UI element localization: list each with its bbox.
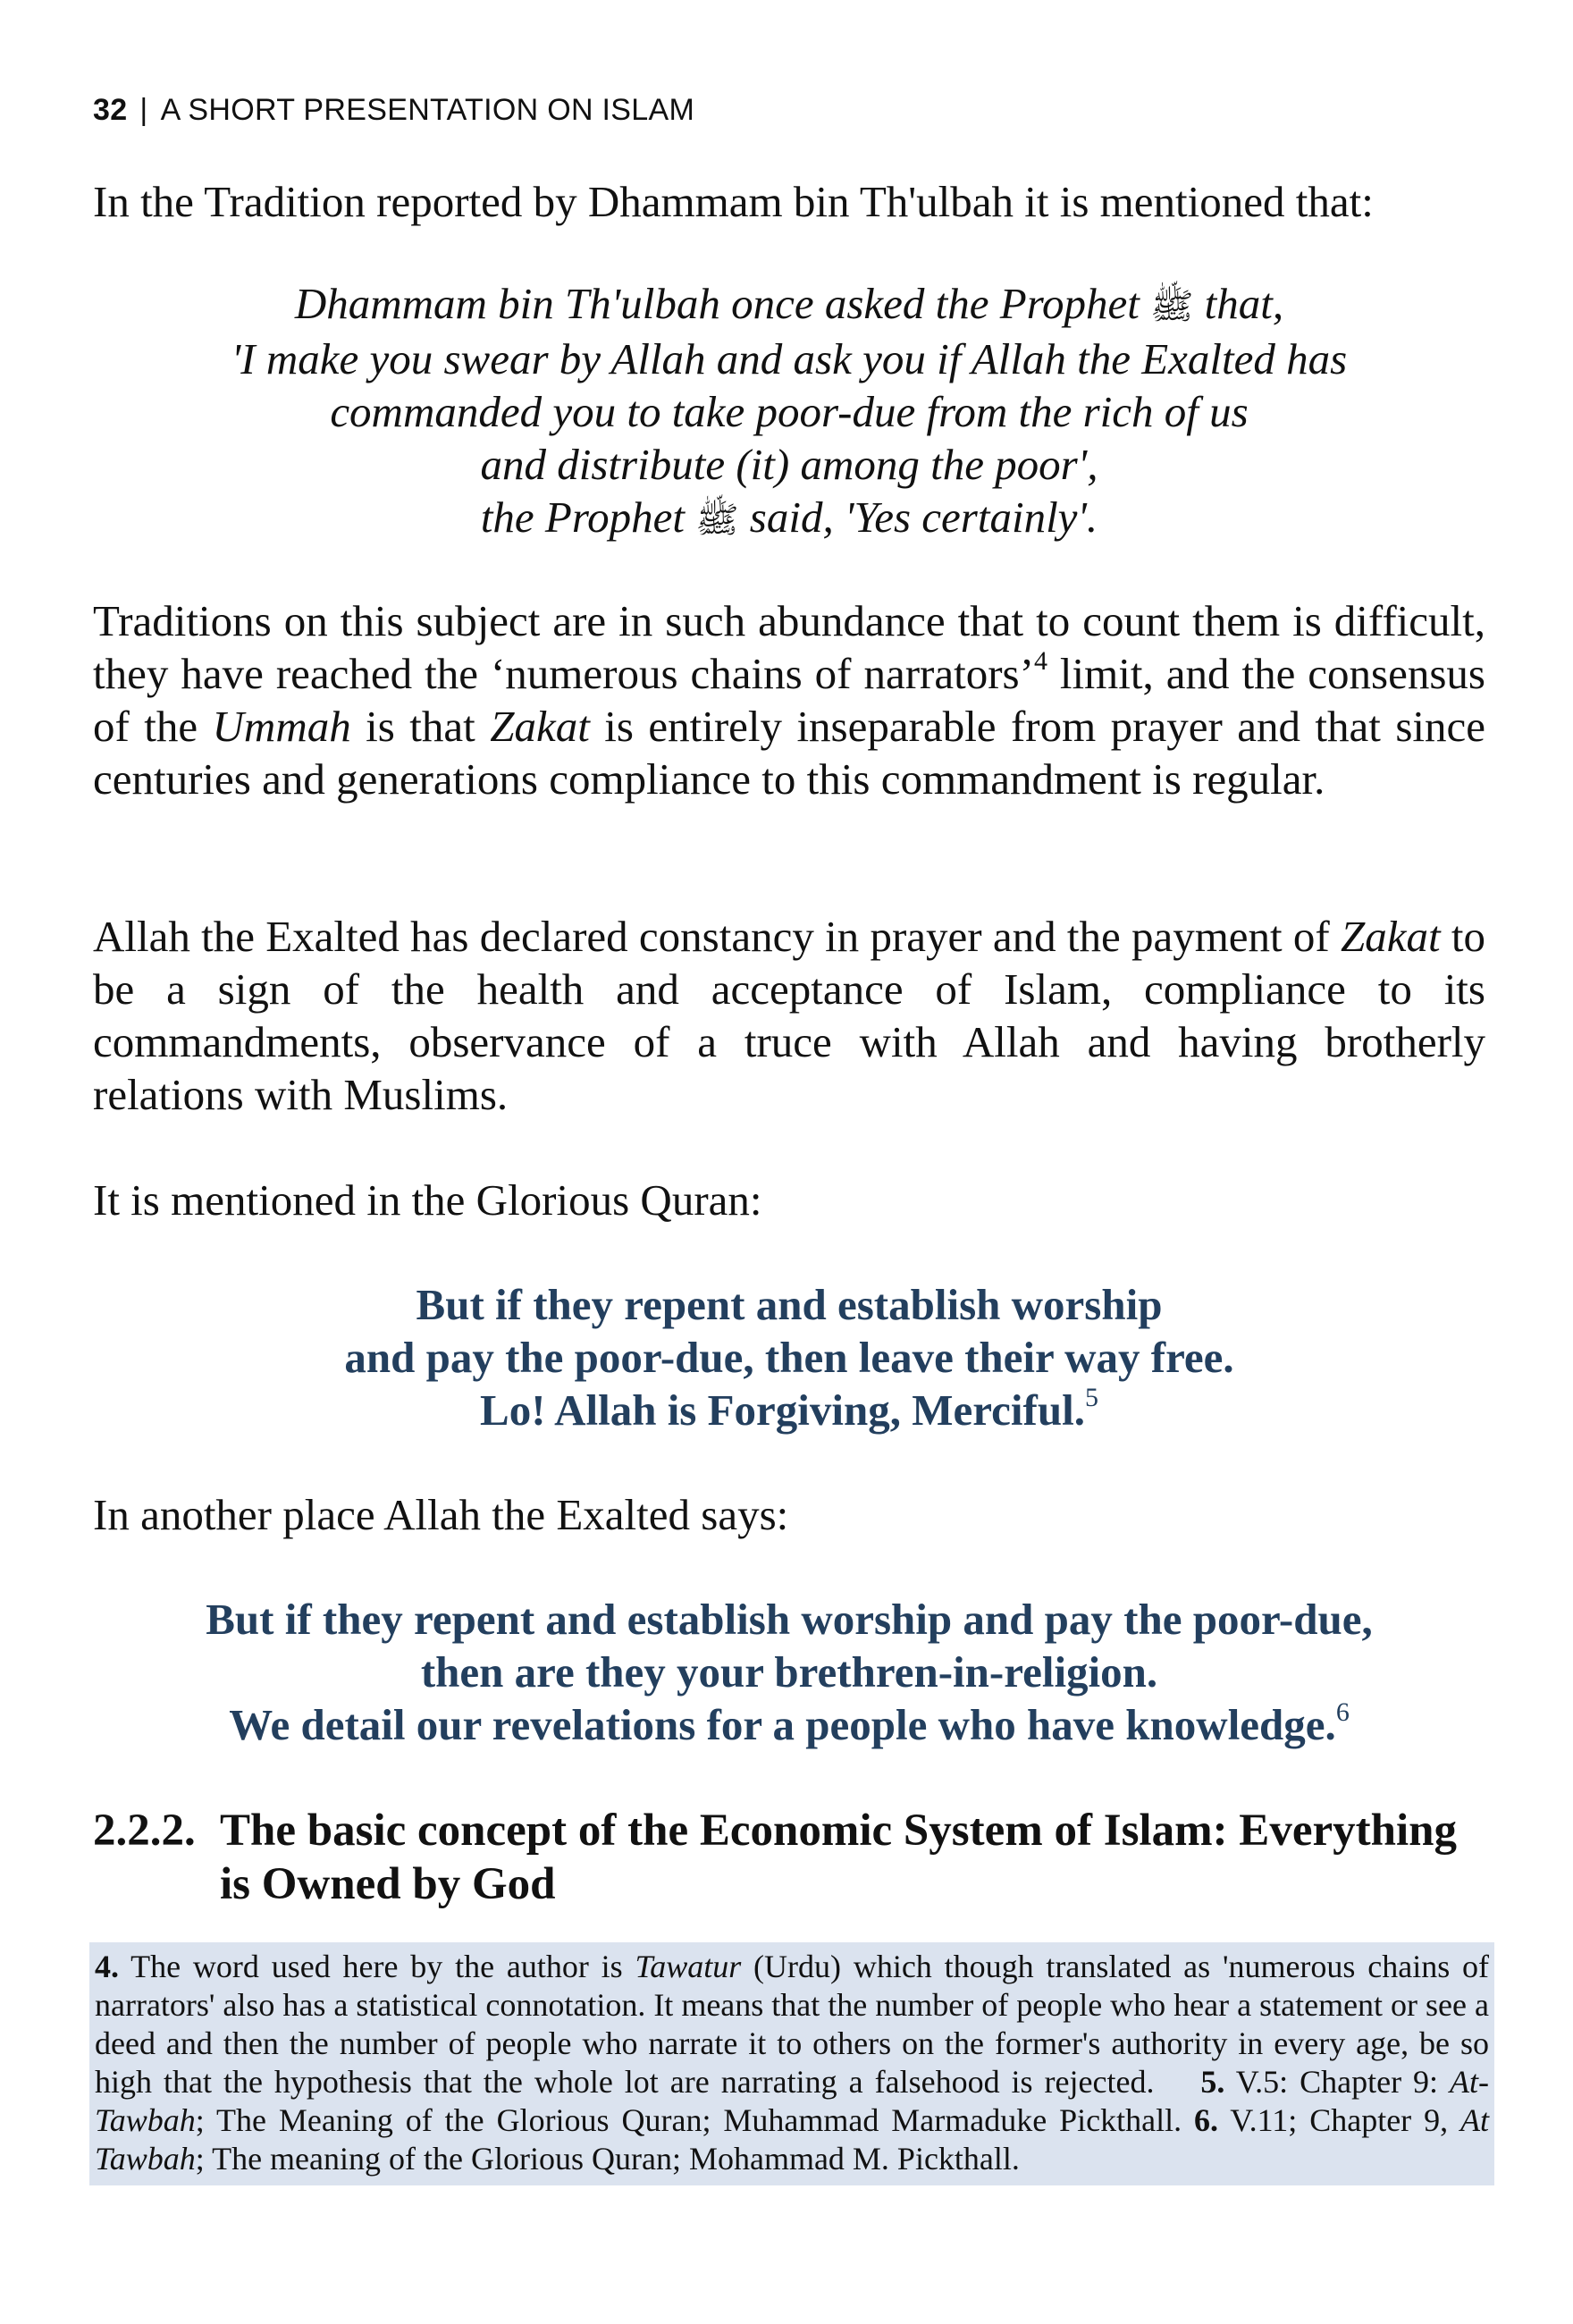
para1-text-b: limit, and the consensus of the [93,649,1486,751]
footnote-6-number: 6. [1194,2102,1218,2138]
footnote-4-text-b: (Urdu) which though translated as 'numerous chains of narrators' also has a statistical connotation. It means that the number of people who hear a statement or see a deed and then the number of people who narrate it to others on the former's authority in every age, be so high that the hypothesis that the whole lot are narrating a falsehood is rejected. [95,1949,1489,2100]
verse2-line-2: then are they your brethren-in-religion. [420,1647,1158,1697]
footnote-6-text-a: V.11; Chapter 9, [1218,2102,1460,2138]
hadith-line-5 [93,491,1485,546]
quran-intro: It is mentioned in the Glorious Quran: [93,1175,762,1225]
quran-verse-2 [93,1593,1485,1751]
term-zakat: Zakat [490,702,590,751]
verse2-line-3-text: We detail our revelations for a people who have knowledge. [229,1700,1336,1749]
footnote-ref-4[interactable]: 4 [1033,645,1047,676]
hadith-line-5-text: the Prophet [480,493,696,542]
verse1-line-3 [93,1384,1485,1436]
another-place-intro: In another place Allah the Exalted says: [93,1490,789,1539]
hadith-line-3: commanded you to take poor-due from the rich of us [330,387,1249,436]
footnote-5-surah: At-Tawbah [95,2064,1490,2138]
section-title-line-1: The basic concept of the Economic System of Islam: Everything [220,1806,1457,1856]
term-ummah: Ummah [212,702,351,751]
footnote-6-text-b: ; The meaning of the Glorious Quran; Mohammad M. Pickthall. [195,2141,1020,2177]
header-separator: | [139,93,148,127]
paragraph-constancy [93,910,1485,1121]
footnote-6-surah: At Tawbah [95,2102,1489,2177]
hadith-line-1-end: that, [1193,279,1284,328]
hadith-line-4: and distribute (it) among the poor', [480,440,1098,489]
footnote-ref-6[interactable]: 6 [1335,1697,1350,1727]
section-heading [93,1804,1487,1911]
intro-paragraph: In the Tradition reported by Dhammam bin Th'ulbah it is mentioned that: [93,177,1374,226]
para1-text-d: is entirely inseparable from prayer and that since centuries and generations compliance to this commandment is regular. [93,702,1485,804]
section-title-line-2: is Owned by God [220,1859,556,1909]
footnote-ref-5[interactable]: 5 [1084,1382,1098,1412]
section-number: 2.2.2. [93,1806,196,1856]
para2-text-a: Allah the Exalted has declared constancy in prayer and the payment of [93,912,1341,961]
footnote-5-text-b: ; The Meaning of the Glorious Quran; Muhammad Marmaduke Pickthall. [195,2102,1194,2138]
para1-text-c: is that [350,702,491,751]
footnote-4-text-a: The word used here by the author is [119,1949,635,1984]
salawat-symbol: ﷺ [1150,286,1194,326]
verse2-line-3 [93,1698,1485,1751]
hadith-line-5-end: said, 'Yes certainly'. [738,493,1098,542]
quran-verse-1 [93,1278,1485,1436]
para1-text-a: Traditions on this subject are in such abundance that to count them is difficult, they have reached the ‘numerous chains of narrators’ [93,596,1485,698]
footnotes-box [89,1942,1494,2185]
verse2-line-1: But if they repent and establish worship and pay the poor-due, [206,1595,1373,1644]
book-title: A SHORT PRESENTATION ON ISLAM [160,93,695,127]
page-number: 32 [93,93,128,127]
hadith-line-1 [93,277,1485,333]
term-tawatur: Tawatur [635,1949,742,1984]
verse1-line-1: But if they repent and establish worship [416,1280,1163,1329]
salawat-symbol: ﷺ [695,500,739,540]
hadith-quote [93,277,1485,546]
verse1-line-3-text: Lo! Allah is Forgiving, Merciful. [480,1385,1085,1435]
paragraph-traditions [93,594,1485,805]
verse1-line-2: and pay the poor-due, then leave their way free. [344,1333,1234,1382]
para2-text-b: to be a sign of the health and acceptance of Islam, compliance to its commandments, observance of a truce with Allah and having brotherly relations with Muslims. [93,912,1485,1119]
running-header [93,93,694,128]
footnote-5-number: 5. [1200,2064,1225,2100]
hadith-line-2: 'I make you swear by Allah and ask you if Allah the Exalted has [231,334,1348,383]
footnote-4-number: 4. [95,1949,119,1984]
hadith-line-1-text: Dhammam bin Th'ulbah once asked the Prophet [294,279,1151,328]
term-zakat: Zakat [1341,912,1441,961]
footnote-5-text-a: V.5: Chapter 9: [1224,2064,1451,2100]
